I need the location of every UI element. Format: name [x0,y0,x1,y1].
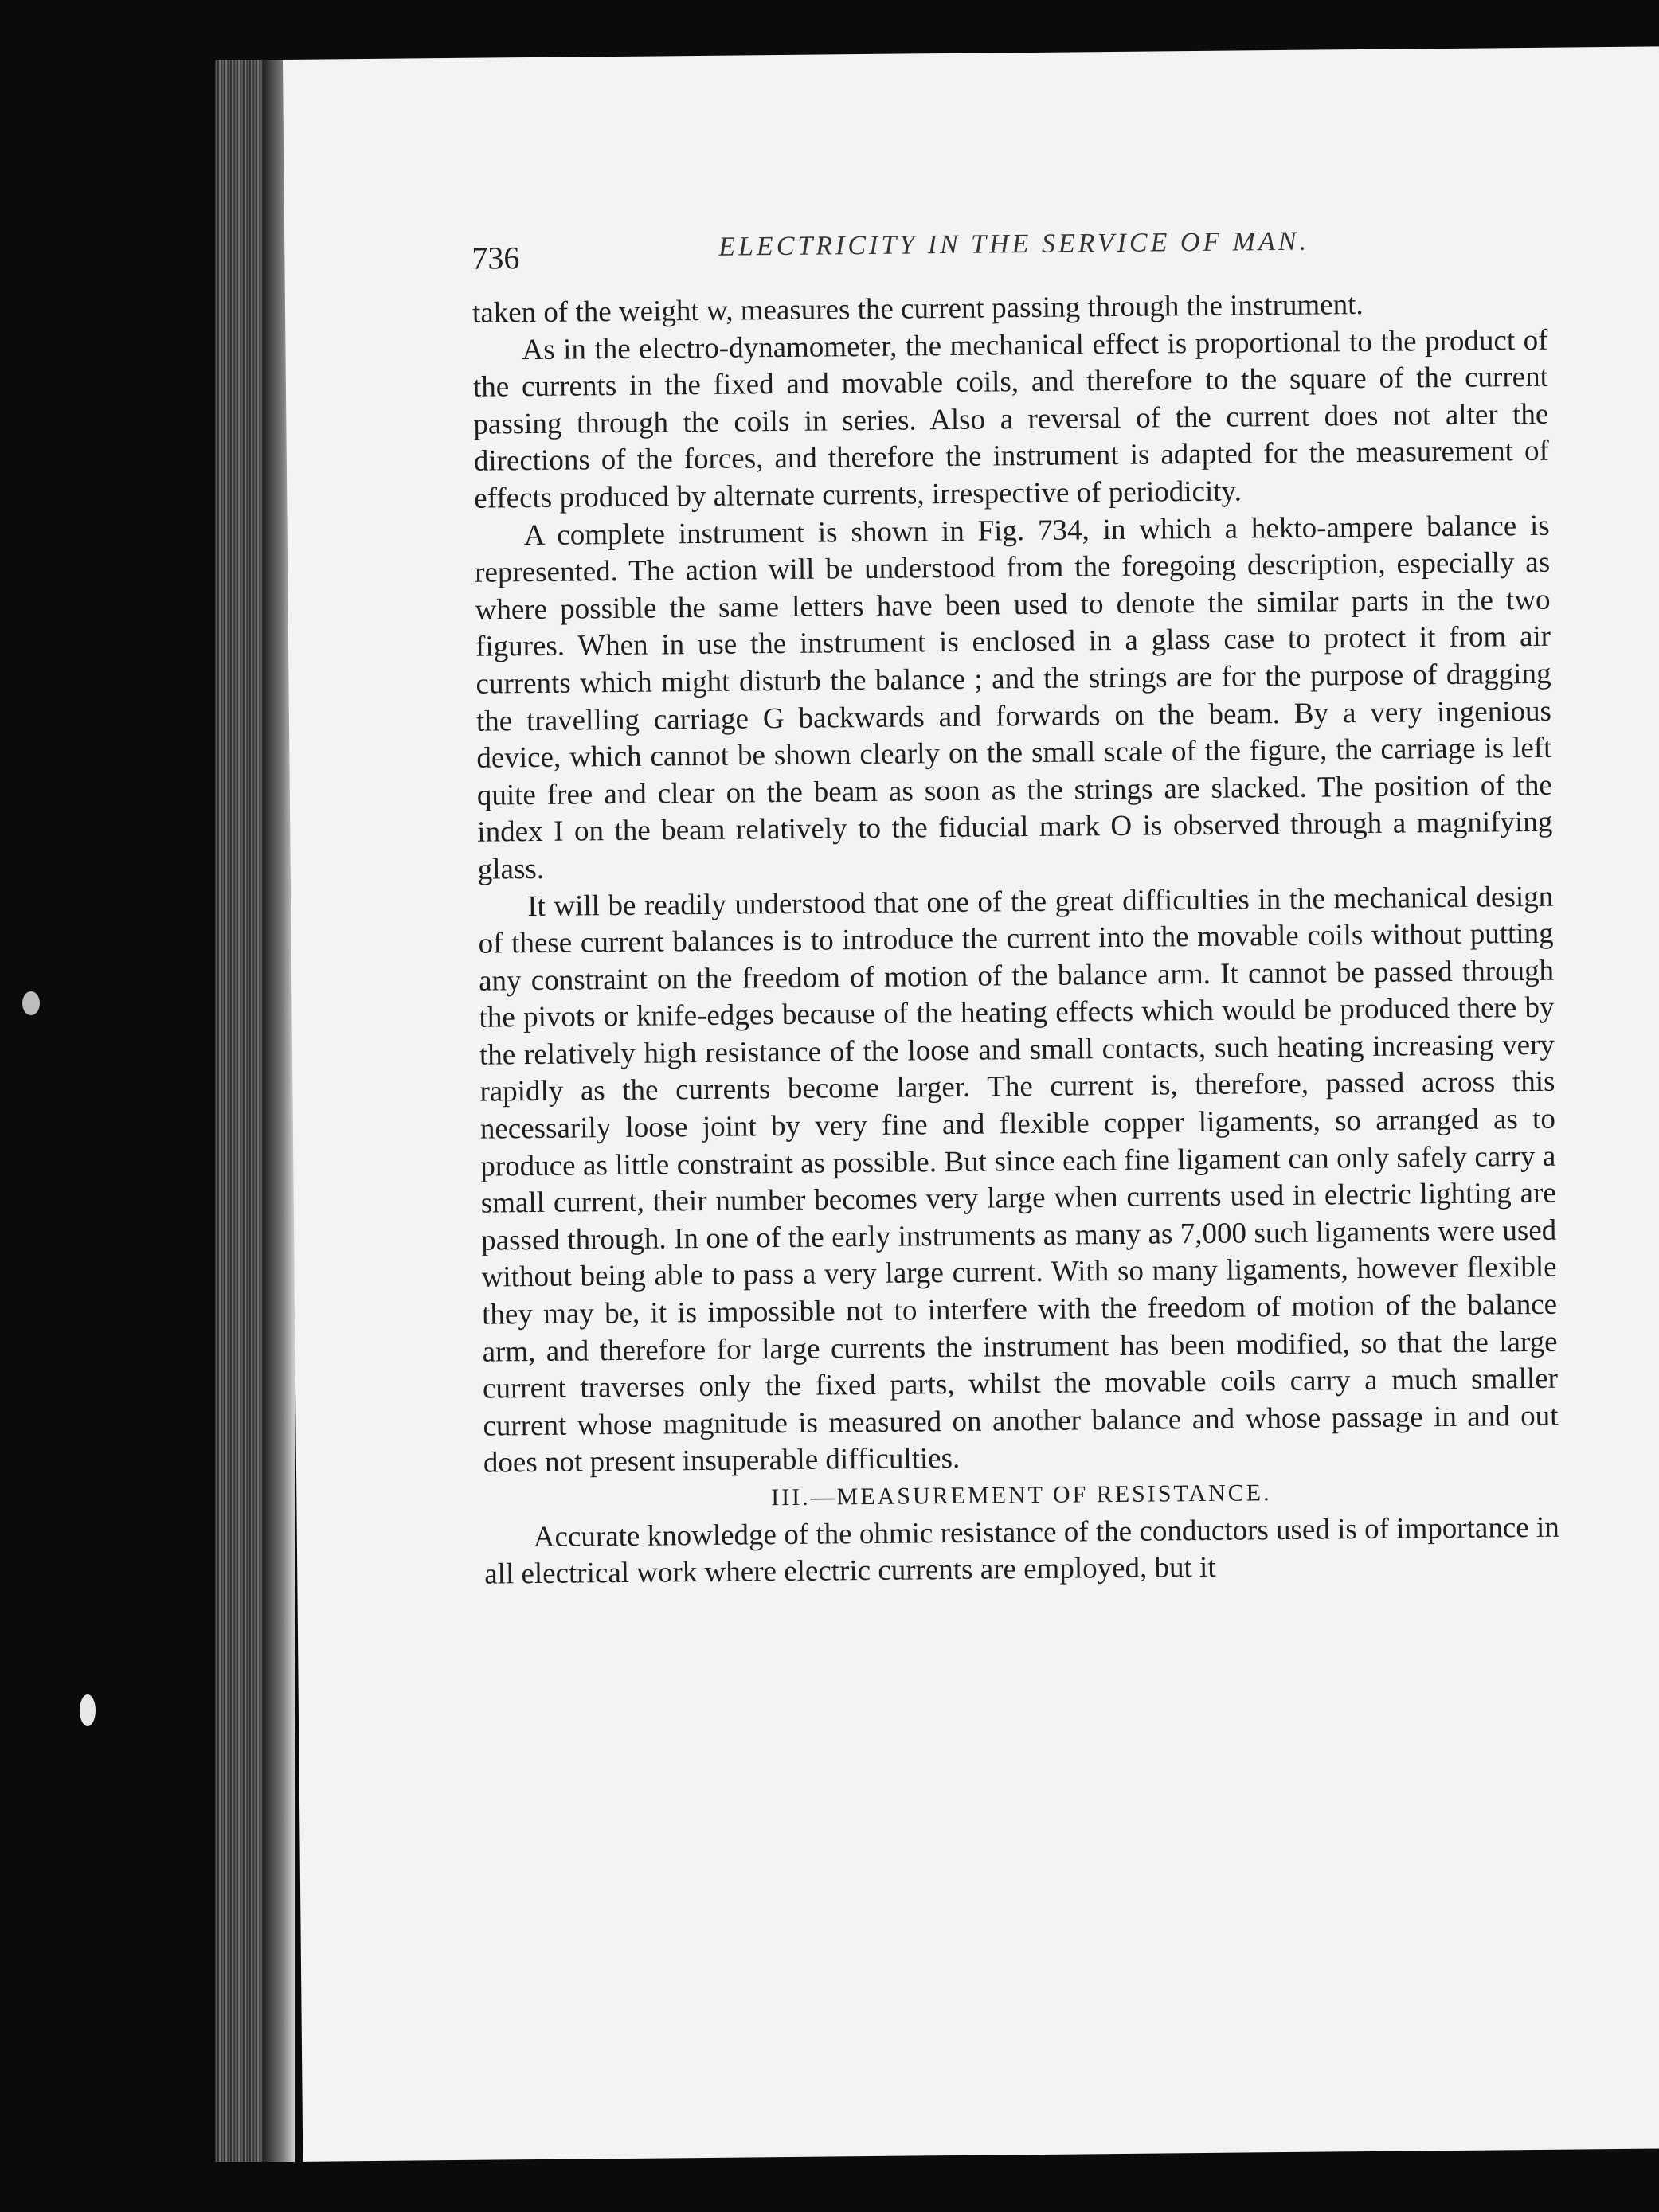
paragraph: A complete instrument is shown in Fig. 734, in which a hekto-ampere balance is represented. The action will be understood from the foregoing description, especially as where possible the same letters have been used to denote the similar parts in the two figures. When in use the instrument is enclosed in a glass case to protect it from air currents which might disturb the balance ; and the strings are for the purpose of dragging the travelling carriage G backwards and forwards on the beam. By a very ingenious device, which cannot be shown clearly on the small scale of the figure, the carriage is left quite free and clear on the beam as soon as the strings are slacked. The position of the index I on the beam relatively to the fiducial mark O is observed through a magnifying glass. [474,509,1553,886]
page-header [471,224,1587,282]
scan-speck [80,1694,96,1726]
paragraph: As in the electro-dynamometer, the mechanical effect is proportional to the product of the currents in the fixed and movable coils, and therefore to the square of the current passing through the coils in series. Also a reversal of the current does not alter the directions of the forces, and therefore the instrument is adapted for the measurement of effects produced by alternate currents, irrespective of periodicity. [472,323,1549,515]
paragraph: Accurate knowledge of the ohmic resistance of the conductors used is of importance in all electrical work where electric currents are employed, but it [484,1510,1559,1591]
paragraph: taken of the weight w, measures the current passing through the instrument. [471,287,1364,330]
paragraph: It will be readily understood that one of the great difficulties in the mechanical design of these current balances is to introduce the current into the movable coils without putting any constraint on the freedom of motion of the balance arm. It cannot be passed through the pivots or knife-edges because of the heating effects which would be produced there by the relatively high resistance of the loose and small contacts, such heating increasing very rapidly as the currents become larger. The current is, therefore, passed across this necessarily loose joint by very fine and flexible copper ligaments, so arranged as to produce as little constraint as possible. But since each fine ligament can only safely carry a small current, their number becomes very large when currents used in electric lighting are passed through. In one of the early instruments as many as 7,000 such ligaments were used without being able to pass a very large current. With so many ligaments, however flexible they may be, it is impossible not to interfere with the freedom of motion of the balance arm, and therefore for large currents the instrument has been modified, so that the large current traverses only the fixed parts, whilst the movable coils carry a much smaller current whose magnitude is measured on another balance and whose passage in and out does not present insuperable difficulties. [478,880,1559,1480]
book-page [283,46,1659,2161]
scan-speck [22,991,40,1015]
body-text [472,285,1560,1594]
section-heading: III.—MEASUREMENT OF RESISTANCE. [770,1479,1272,1511]
running-title: ELECTRICITY IN THE SERVICE OF MAN. [718,226,1310,262]
page-number: 736 [471,240,520,276]
